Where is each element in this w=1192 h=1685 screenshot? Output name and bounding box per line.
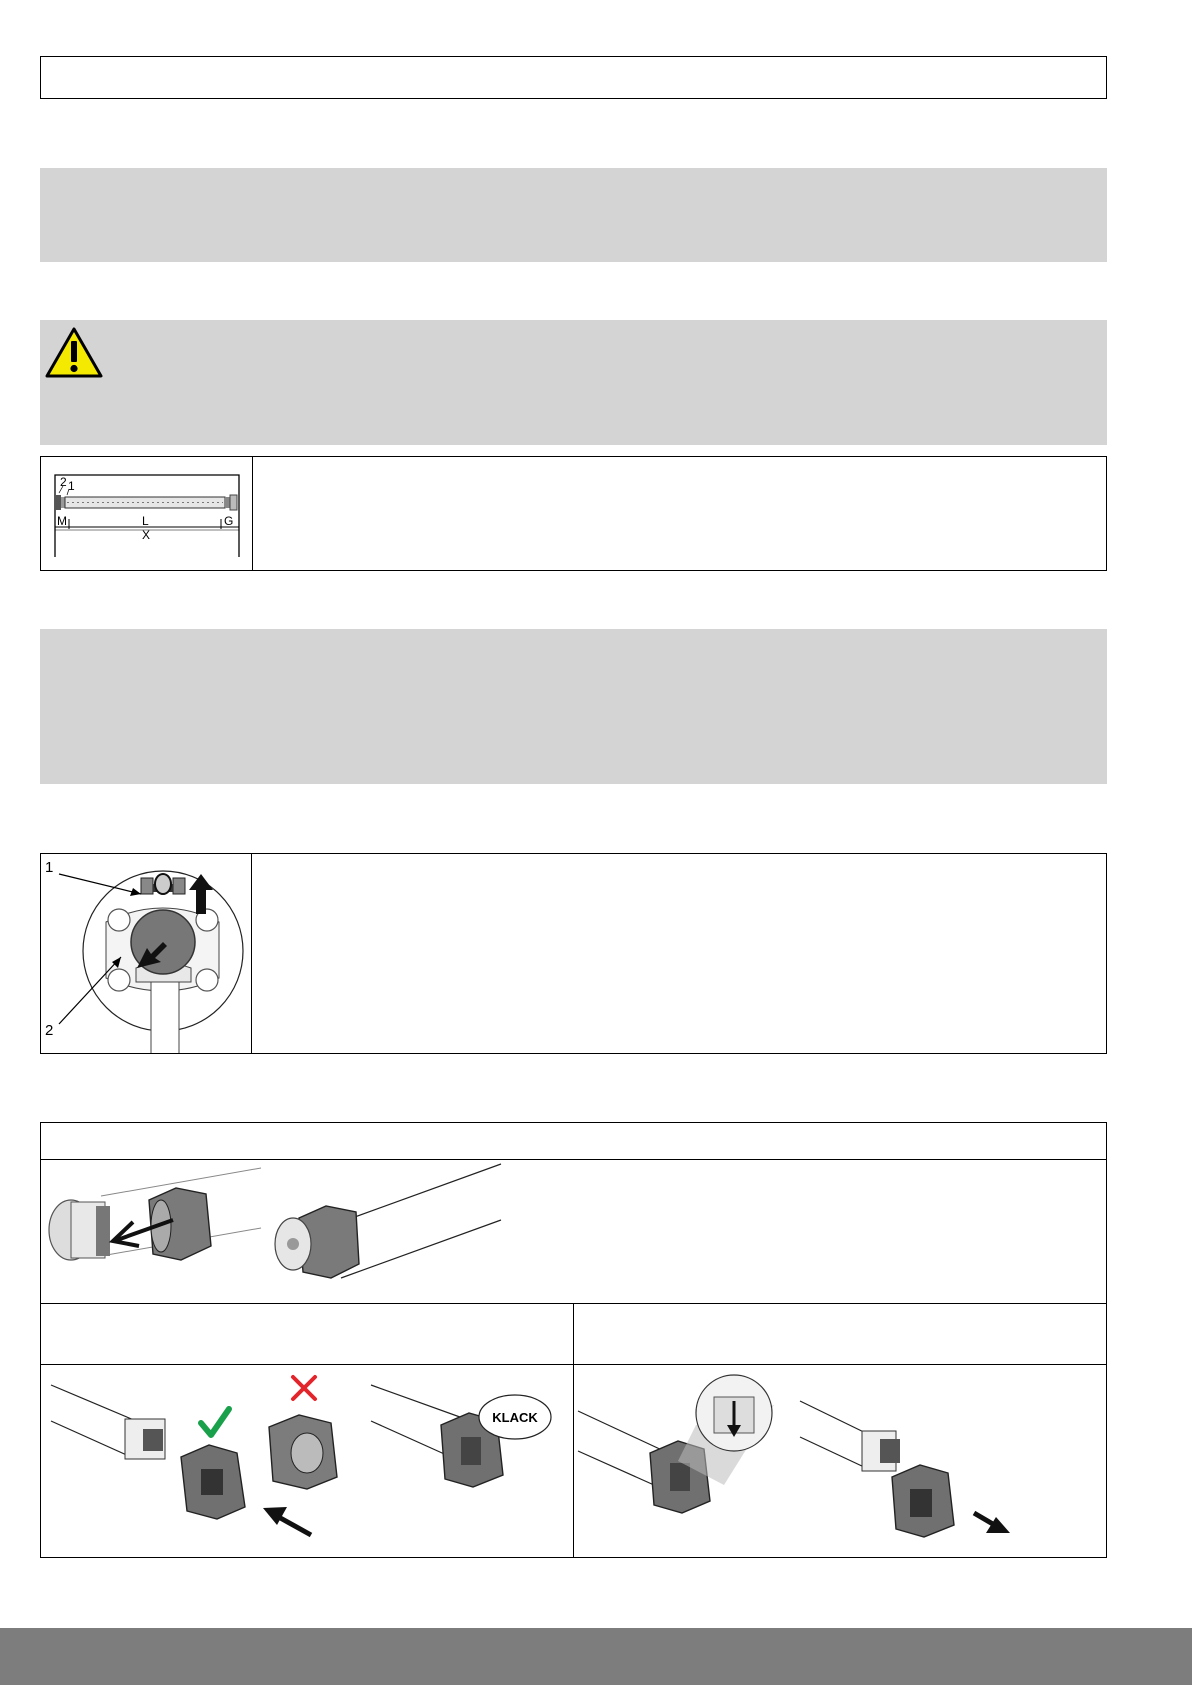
klack-label: KLACK: [492, 1410, 538, 1425]
dimension-mark-x: X: [142, 528, 151, 542]
table-image-cell-right: [574, 1365, 1106, 1557]
callout-1: 1: [68, 479, 75, 493]
adapter-click-diagram: [41, 1365, 574, 1557]
callout-2: 2: [60, 475, 67, 489]
adapter-slide-diagram: [41, 1160, 521, 1304]
adapter-assembly-table: [40, 1122, 1107, 1558]
warning-panel: [40, 320, 1107, 445]
table-subheader-left: [41, 1304, 574, 1365]
table-header-row: [41, 1123, 1106, 1160]
page-footer-bar: [0, 1628, 1192, 1685]
cable-section: [40, 853, 1107, 1054]
dimension-drawing-cell: [41, 457, 253, 570]
table-image-row-1: [41, 1160, 1106, 1304]
tube-dimension-diagram: [41, 457, 253, 570]
dimension-mark-m: M: [57, 514, 67, 528]
note-panel-2: [40, 629, 1107, 784]
motor-head-cable-diagram: [41, 854, 252, 1053]
checkmark-icon: [201, 1409, 229, 1435]
dimension-mark-g: G: [224, 514, 234, 528]
table-image-cell-left: [41, 1365, 574, 1557]
callout-1: 1: [45, 859, 54, 876]
warning-triangle-icon: [44, 326, 104, 380]
callout-2: 2: [45, 1022, 54, 1039]
cross-icon: [293, 1377, 315, 1399]
adapter-release-diagram: [574, 1365, 1106, 1557]
dimension-section: [40, 456, 1107, 571]
note-panel-1: [40, 168, 1107, 262]
cable-drawing-cell: [41, 854, 252, 1053]
dimension-mark-l: L: [142, 514, 149, 528]
header-box: [40, 56, 1107, 99]
table-subheader-right: [574, 1304, 1106, 1365]
